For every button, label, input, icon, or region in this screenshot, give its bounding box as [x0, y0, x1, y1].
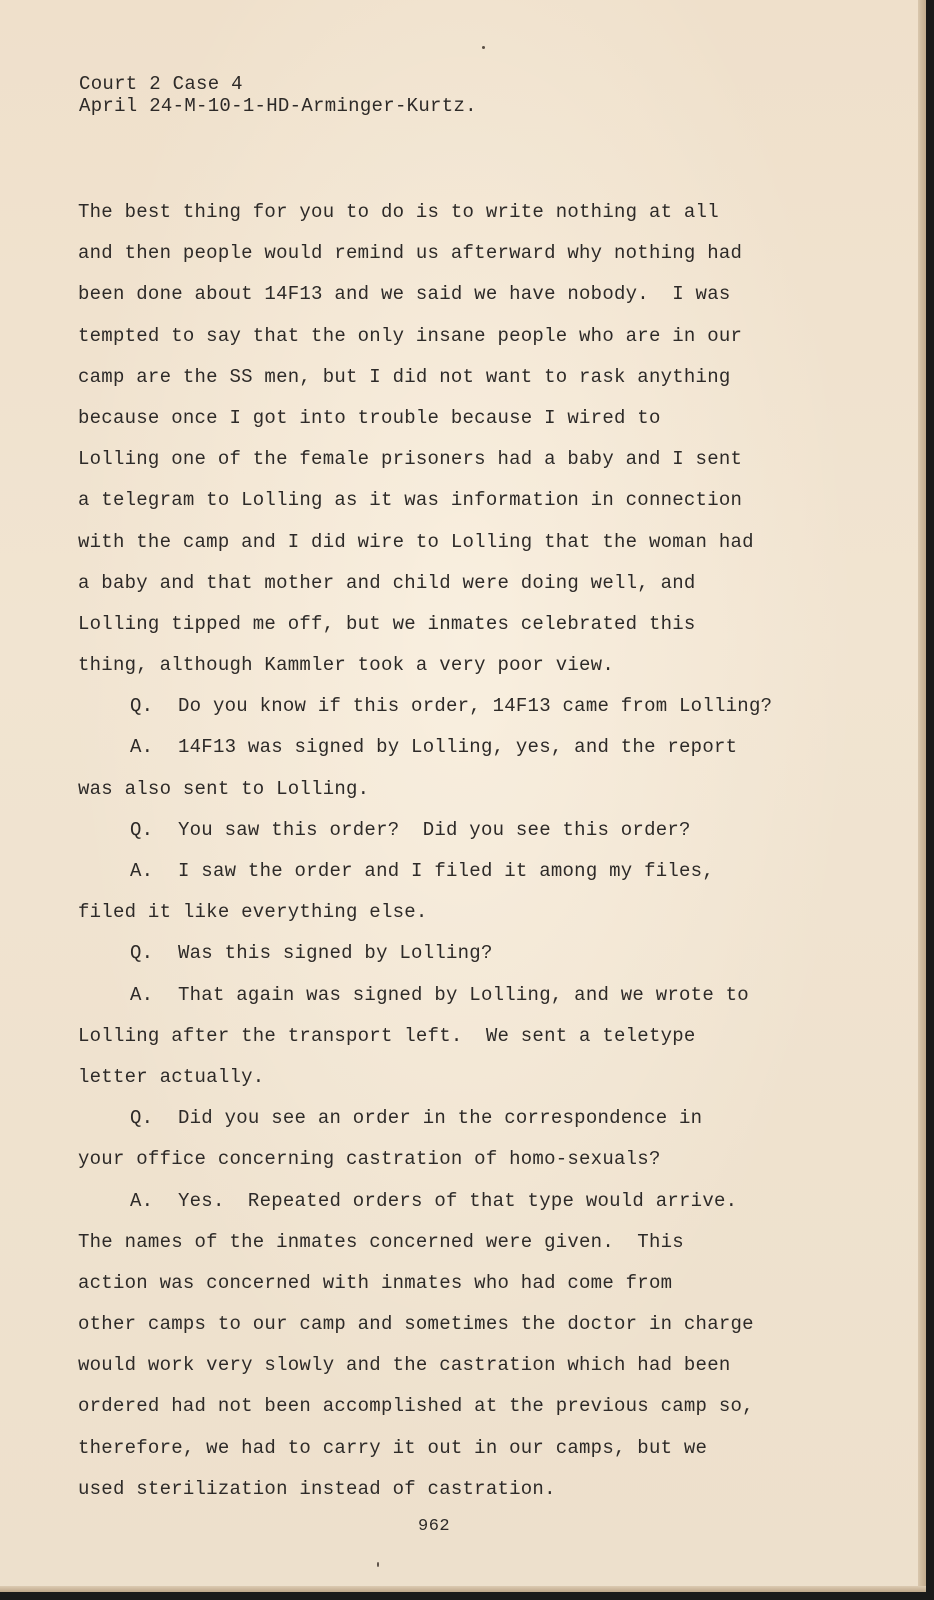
transcript-line: Lolling after the transport left. We sent a teletype	[78, 1024, 696, 1047]
transcript-line: camp are the SS men, but I did not want to rask anything	[78, 365, 731, 388]
transcript-line: ordered had not been accomplished at the previous camp so,	[78, 1395, 754, 1418]
transcript-body	[78, 192, 838, 1510]
answer-marker: A.	[130, 1189, 154, 1212]
question-entry	[78, 686, 838, 727]
transcript-text: 14F13 was signed by Lolling, yes, and the report	[178, 736, 738, 759]
transcript-text: You saw this order? Did you see this order?	[178, 818, 691, 841]
transcript-text: I saw the order and I filed it among my files,	[178, 860, 714, 882]
transcript-text: That again was signed by Lolling, and we wrote to	[178, 983, 749, 1006]
question-entry	[78, 1098, 838, 1180]
transcript-line: because once I got into trouble because I wired to	[78, 406, 661, 429]
transcript-line	[78, 727, 838, 768]
transcript-text: Did you see an order in the correspondence in	[178, 1107, 703, 1130]
transcript-line: used sterilization instead of castration.	[78, 1477, 556, 1500]
page-edge-bottom	[0, 1586, 926, 1592]
transcript-line: would work very slowly and the castration which had been	[78, 1354, 731, 1377]
transcript-line: your office concerning castration of homo-sexuals?	[78, 1148, 661, 1171]
question-answer-block	[78, 686, 838, 1510]
transcript-line: tempted to say that the only insane people who are in our	[78, 324, 743, 347]
paper-speck	[482, 46, 485, 49]
transcript-line: a telegram to Lolling as it was information in connection	[78, 489, 743, 512]
transcript-line: other camps to our camp and sometimes the doctor in charge	[78, 1313, 754, 1336]
transcript-line	[78, 975, 838, 1016]
paper-speck	[377, 1562, 379, 1567]
transcript-line: letter actually.	[78, 1065, 265, 1088]
transcript-text: Was this signed by Lolling?	[178, 942, 493, 965]
answer-marker: A.	[130, 983, 154, 1006]
answer-marker: A.	[130, 736, 154, 759]
case-header	[79, 73, 477, 117]
page-edge-right	[918, 0, 926, 1592]
transcript-line: with the camp and I did wire to Lolling that the woman had	[78, 530, 754, 553]
transcript-text: Do you know if this order, 14F13 came from Lolling?	[178, 695, 773, 718]
transcript-line: Lolling one of the female prisoners had a baby and I sent	[78, 448, 743, 471]
transcript-line: thing, although Kammler took a very poor view.	[78, 654, 614, 677]
transcript-line: The best thing for you to do is to write nothing at all	[78, 201, 719, 223]
transcript-line: and then people would remind us afterward why nothing had	[78, 242, 743, 265]
transcript-line: been done about 14F13 and we said we have nobody. I was	[78, 283, 731, 306]
case-header-session: April 24-M-10-1-HD-Arminger-Kurtz.	[79, 95, 477, 117]
answer-entry	[78, 1181, 838, 1511]
answer-entry	[78, 975, 838, 1099]
transcript-line: a baby and that mother and child were doing well, and	[78, 571, 696, 594]
question-entry	[78, 933, 838, 974]
answer-entry	[78, 727, 838, 809]
question-entry	[78, 810, 838, 851]
transcript-line: action was concerned with inmates who had come from	[78, 1271, 673, 1294]
answer-entry	[78, 851, 838, 933]
answer-marker: A.	[130, 860, 154, 882]
transcript-line	[78, 686, 838, 727]
transcript-line	[78, 810, 838, 851]
transcript-line	[78, 1098, 838, 1139]
question-marker: Q.	[130, 818, 154, 841]
case-header-court: Court 2 Case 4	[79, 73, 243, 95]
transcript-line: therefore, we had to carry it out in our camps, but we	[78, 1436, 708, 1459]
question-marker: Q.	[130, 942, 154, 965]
transcript-text: Yes. Repeated orders of that type would arrive.	[178, 1189, 738, 1212]
transcript-line: filed it like everything else.	[78, 901, 428, 924]
transcript-line	[78, 933, 838, 974]
transcript-line	[78, 851, 838, 892]
transcript-line: The names of the inmates concerned were given. This	[78, 1230, 684, 1253]
question-marker: Q.	[130, 1107, 154, 1130]
page-number: 962	[418, 1517, 451, 1536]
narrative-paragraph	[78, 192, 838, 686]
transcript-line: was also sent to Lolling.	[78, 777, 370, 800]
question-marker: Q.	[130, 695, 154, 718]
transcript-line: Lolling tipped me off, but we inmates celebrated this	[78, 612, 696, 635]
transcript-line	[78, 1181, 838, 1222]
